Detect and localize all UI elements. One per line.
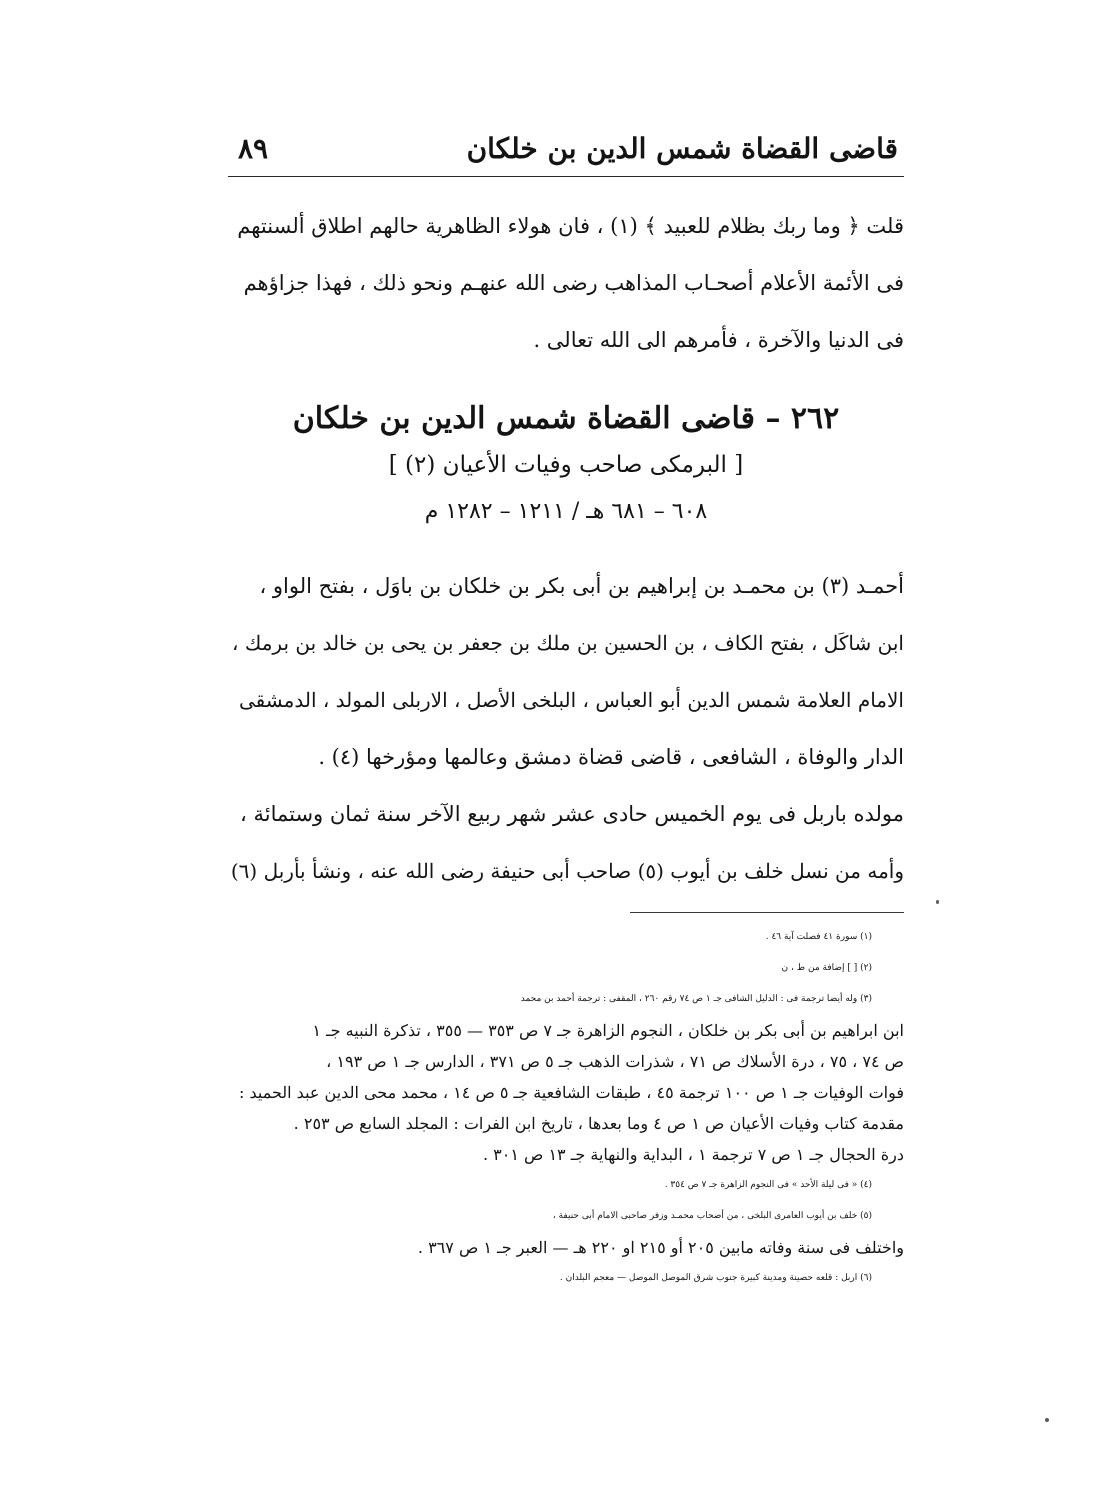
paragraph-line: أحمـد (٣) بن محمـد بن إبراهيم بن أبى بكر بن خلكان بن باوَل ، بفتح الواو ، (259, 574, 904, 598)
entry-title: ٢٦٢ – قاضى القضاة شمس الدين بن خلكان (292, 401, 840, 436)
header-rule (228, 176, 904, 177)
paragraph-line: وأمه من نسل خلف بن أيوب (٥) صاحب أبى حنيفة رضى الله عنه ، ونشأ بأربل (٦) (230, 859, 904, 883)
footnote-line: (١) سورة ٤١ فصلت آية ٤٦ . (765, 932, 872, 942)
entry-heading (228, 394, 904, 538)
footnote-line: ص ٧٤ ، ٧٥ ، درة الأسلاك ص ٧١ ، شذرات الذهب جـ ٥ ص ٣٧١ ، الدارس جـ ١ ص ١٩٣ ، (326, 1052, 904, 1071)
running-header (228, 124, 908, 176)
entry-dates: ٦٠٨ – ٦٨١ هـ / ١٢١١ – ١٢٨٢ م (424, 499, 708, 524)
footnote-line: (٦) اربل : قلعه حصينة ومدينة كبيرة جنوب شرق الموصل الموصل — معجم البلدان . (559, 1273, 872, 1283)
footnote-line: درة الحجال جـ ١ ص ٧ ترجمة ١ ، البداية والنهاية جـ ١٣ ص ٣٠١ . (482, 1145, 904, 1164)
paragraph-line: ابن شاكَل ، بفتح الكاف ، بن الحسين بن ملك بن جعفر بن يحى بن خالد بن برمك ، (232, 631, 904, 655)
footnote-line: (٣) وله أيضا ترجمة فى : الدليل الشافى جـ ١ ص ٧٤ رقم ٢٦٠ ، المقفى : ترجمة أحمد بن محمد (520, 994, 872, 1004)
running-title: قاضى القضاة شمس الدين بن خلكان (466, 132, 898, 165)
paragraph-line: مولده باربل فى يوم الخميس حادى عشر شهر ربيع الآخر سنة ثمان وستمائة ، (240, 802, 904, 826)
footnote-line: (٤) « فى ليلة الأحد » فى النجوم الزاهرة جـ ٧ ص ٣٥٤ . (664, 1180, 872, 1190)
footnote-line: ابن ابراهيم بن أبى بكر بن خلكان ، النجوم الزاهرة جـ ٧ ص ٣٥٣ — ٣٥٥ ، تذكرة النبيه جـ ١ (312, 1021, 904, 1040)
paragraph-line: الامام العلامة شمس الدين أبو العباس ، البلخى الأصل ، الاربلى المولد ، الدمشقى (239, 688, 904, 712)
footnote-line: (٢) [ ] إضافة من ط ، ن (781, 963, 872, 973)
paragraph-line: فى الأئمة الأعلام أصحـاب المذاهب رضى الله عنهـم ونحو ذلك ، فهذا جزاؤهم (243, 271, 904, 295)
paragraph-line: قلت ﴿ وما ربك بظلام للعبيد ﴾ (١) ، فان هولاء الظاهرية حالهم اطلاق ألسنتهم (237, 214, 904, 238)
quote-paragraph (228, 198, 904, 369)
scan-speck (1045, 1418, 1049, 1422)
biography-paragraph (228, 558, 904, 786)
footnote-line: مقدمة كتاب وفيات الأعيان ص ١ ص ٤ وما بعدها ، تاريخ ابن الفرات : المجلد السابع ص ٢٥٣ . (293, 1114, 904, 1133)
paragraph-line: الدار والوفاة ، الشافعى ، قاضى قضاة دمشق وعالمها ومؤرخها (٤) . (318, 745, 904, 769)
footnote-rule (630, 912, 904, 913)
page-number: ٨٩ (238, 132, 269, 165)
entry-subtitle: [ البرمكى صاحب وفيات الأعيان (٢) ] (388, 452, 744, 478)
paragraph-line: فى الدنيا والآخرة ، فأمرهم الى الله تعالى . (533, 328, 904, 352)
footnote-line: واختلف فى سنة وفاته مابين ٢٠٥ أو ٢١٥ او ٢٢٠ هـ — العبر جـ ١ ص ٣٦٧ . (417, 1238, 904, 1257)
footnote-line: فوات الوفيات جـ ١ ص ١٠٠ ترجمة ٤٥ ، طبقات الشافعية جـ ٥ ص ١٤ ، محمد محى الدين عبد الحميد : (238, 1083, 904, 1102)
footnotes (228, 922, 904, 1294)
footnote-line: (٥) خلف بن أيوب العامرى البلخى ، من أصحاب محمـد وزفر صاحبى الامام أبى حنيفة ، (552, 1211, 872, 1221)
scan-speck (936, 900, 939, 904)
birth-paragraph (228, 786, 904, 900)
